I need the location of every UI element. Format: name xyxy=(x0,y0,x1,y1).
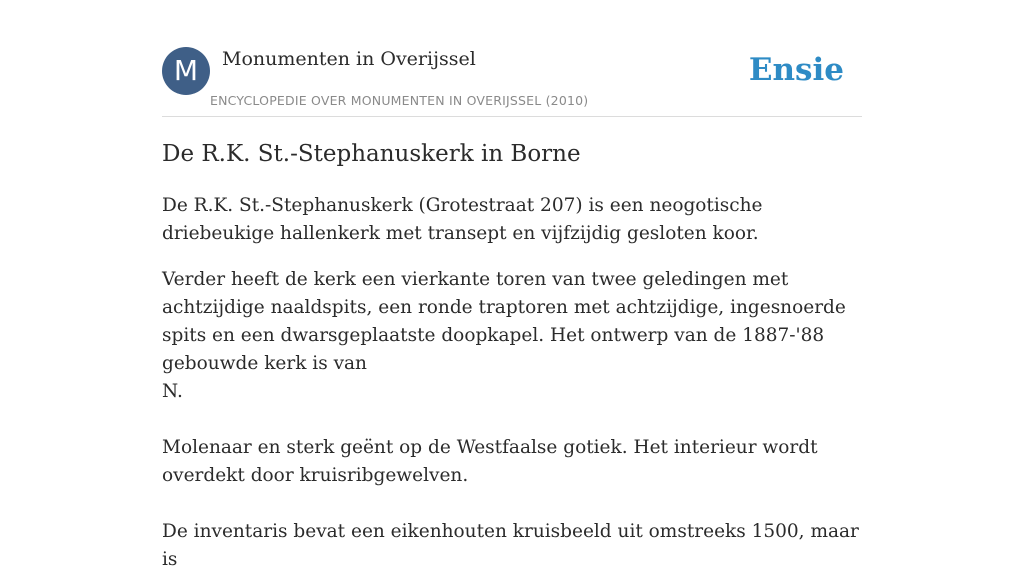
article-paragraph: De R.K. St.-Stephanuskerk (Grotestraat 207) is een neogotische driebeukige hallenkerk met transept en vijfzijdig gesloten koor. xyxy=(162,195,763,244)
article-paragraph: Verder heeft de kerk een vierkante toren van twee geledingen met achtzijdige naaldspits, een ronde traptoren met achtzijdige, ingesnoerde spits en een dwarsgeplaatste doopkapel. Het ontwerp van de 1887-'88 gebouwde kerk is van N. xyxy=(162,269,846,402)
article-paragraph: De inventaris bevat een eikenhouten kruisbeeld uit omstreeks 1500, maar is xyxy=(162,521,859,570)
article-paragraph: Molenaar en sterk geënt op de Westfaalse gotiek. Het interieur wordt overdekt door kruisribgewelven. xyxy=(162,437,818,486)
site-title[interactable]: Monumenten in Overijssel xyxy=(222,48,476,70)
article-title: De R.K. St.-Stephanuskerk in Borne xyxy=(162,141,581,167)
article-content xyxy=(162,138,862,574)
ensie-logo[interactable]: Ensie xyxy=(748,52,844,88)
avatar[interactable]: M xyxy=(162,47,210,95)
page-header xyxy=(162,46,862,117)
site-subtitle: ENCYCLOPEDIE OVER MONUMENTEN IN OVERIJSSEL (2010) xyxy=(210,93,589,108)
